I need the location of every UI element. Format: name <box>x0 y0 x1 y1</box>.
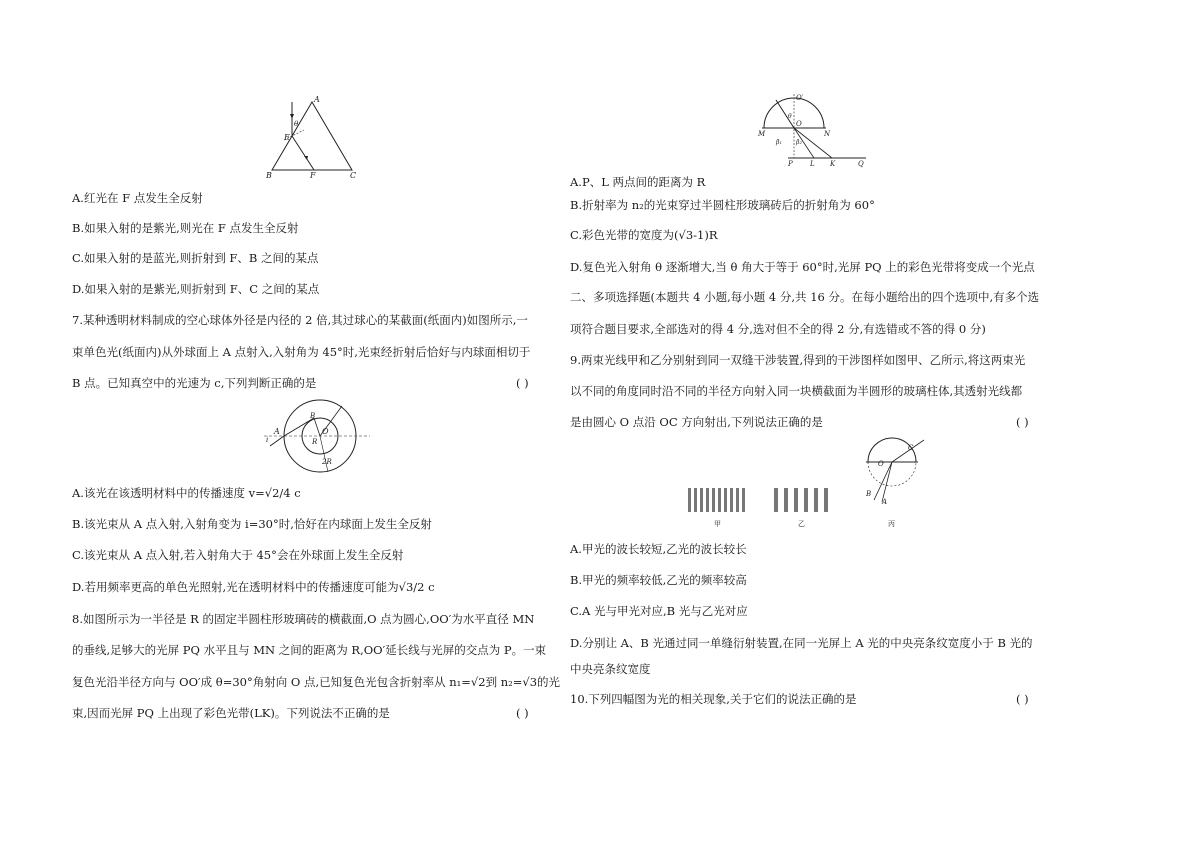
caption-yi: 乙 <box>798 520 805 528</box>
q10-answer-paren: ( ) <box>1016 692 1029 706</box>
label-Q: Q <box>858 160 864 168</box>
q9-stem-line-2: 以不同的角度同时沿不同的半径方向射入同一块横截面为半圆形的玻璃柱体,其透射光线都 <box>570 384 1023 398</box>
label-B: B <box>266 171 272 180</box>
q6-option-d: D.如果入射的是紫光,则折射到 F、C 之间的某点 <box>72 282 320 296</box>
q8-answer-paren: ( ) <box>516 706 529 720</box>
label-O: O <box>878 460 884 468</box>
fringe-pattern-jia <box>688 488 745 512</box>
q7-option-a: A.该光在该透明材料中的传播速度 v=√2/4 c <box>72 486 301 500</box>
q7-option-d: D.若用频率更高的单色光照射,光在透明材料中的传播速度可能为√3/2 c <box>72 580 435 594</box>
q7-stem-line-3: B 点。已知真空中的光速为 c,下列判断正确的是 <box>72 376 317 390</box>
semicircle-glass-figure <box>754 90 874 168</box>
q6-option-a: A.红光在 F 点发生全反射 <box>72 191 203 205</box>
label-P: P <box>788 160 793 168</box>
q8-option-b: B.折射率为 n₂的光束穿过半圆柱形玻璃砖后的折射角为 60° <box>570 198 875 212</box>
label-L: L <box>810 160 815 168</box>
q6-option-b: B.如果入射的是紫光,则光在 F 点发生全反射 <box>72 221 299 235</box>
label-i: i <box>266 436 269 444</box>
q9-option-b: B.甲光的频率较低,乙光的频率较高 <box>570 573 747 587</box>
label-beta1: β₁ <box>776 139 782 146</box>
label-B: B <box>310 412 316 420</box>
q9-option-d-line-2: 中央亮条纹宽度 <box>570 662 651 676</box>
q9-answer-paren: ( ) <box>1016 415 1029 429</box>
q9-option-d-line-1: D.分别让 A、B 光通过同一单缝衍射装置,在同一光屏上 A 光的中央亮条纹宽度小于 B 光的 <box>570 636 1033 650</box>
q9-stem-line-3: 是由圆心 O 点沿 OC 方向射出,下列说法正确的是 <box>570 415 823 429</box>
q8-option-a: A.P、L 两点间的距离为 R <box>570 175 706 189</box>
semicircle-glass-bing <box>865 438 924 506</box>
q9-option-c: C.A 光与甲光对应,B 光与乙光对应 <box>570 604 748 618</box>
section2-header-line-2: 项符合题目要求,全部选对的得 4 分,选对但不全的得 2 分,有选错或不答的得 0 分) <box>570 322 986 336</box>
q9-stem-line-1: 9.两束光线甲和乙分别射到同一双缝干涉装置,得到的干涉图样如图甲、乙所示,将这两束光 <box>570 353 1026 367</box>
label-O: O <box>322 427 329 436</box>
q8-stem-line-1: 8.如图所示为一半径是 R 的固定半圆柱形玻璃砖的横截面,O 点为圆心,OO′为水平直径 MN <box>72 612 535 626</box>
interference-fringes-figure <box>680 436 940 532</box>
label-M: M <box>758 130 766 138</box>
label-beta2: β₂ <box>796 139 802 146</box>
label-theta: θ <box>294 120 299 128</box>
label-A: A <box>882 498 888 506</box>
fringe-pattern-yi <box>774 488 828 512</box>
label-C: C <box>908 444 914 452</box>
label-theta: θ <box>788 113 792 120</box>
label-A: A <box>274 427 280 436</box>
label-2R: 2R <box>322 458 332 466</box>
label-R: R <box>312 438 318 446</box>
q7-stem-line-1: 7.某种透明材料制成的空心球体外径是内径的 2 倍,其过球心的某截面(纸面内)如图所示,一 <box>72 313 528 327</box>
label-E: E <box>284 133 290 142</box>
q8-stem-line-2: 的垂线,足够大的光屏 PQ 水平且与 MN 之间的距离为 R,OO′延长线与光屏的交点为 P。一束 <box>72 643 547 657</box>
q7-option-b: B.该光束从 A 点入射,入射角变为 i=30°时,恰好在内球面上发生全反射 <box>72 517 432 531</box>
caption-jia: 甲 <box>714 520 721 528</box>
label-F: F <box>310 171 316 180</box>
label-C: C <box>350 171 357 180</box>
hollow-sphere-figure <box>262 398 372 476</box>
q7-answer-paren: ( ) <box>516 376 529 390</box>
label-N: N <box>824 130 831 138</box>
caption-bing: 丙 <box>888 520 895 528</box>
label-A: A <box>314 95 320 104</box>
label-K: K <box>830 160 836 168</box>
label-O-prime: O′ <box>796 94 804 102</box>
q7-option-c: C.该光束从 A 点入射,若入射角大于 45°会在外球面上发生全反射 <box>72 548 404 562</box>
q8-option-c: C.彩色光带的宽度为(√3-1)R <box>570 228 718 242</box>
q7-stem-line-2: 束单色光(纸面内)从外球面上 A 点射入,入射角为 45°时,光束经折射后恰好与内球面相切于 <box>72 345 531 359</box>
label-O: O <box>796 120 802 128</box>
q8-stem-line-3: 复色光沿半径方向与 OO′成 θ=30°角射向 O 点,已知复色光包含折射率从 n₁=√2到 n₂=√3的光 <box>72 675 561 689</box>
q6-option-c: C.如果入射的是蓝光,则折射到 F、B 之间的某点 <box>72 251 319 265</box>
q10-stem: 10.下列四幅图为光的相关现象,关于它们的说法正确的是 <box>570 692 857 706</box>
q8-stem-line-4: 束,因而光屏 PQ 上出现了彩色光带(LK)。下列说法不正确的是 <box>72 706 390 720</box>
label-B: B <box>866 490 872 498</box>
triangle-prism-figure <box>262 94 362 180</box>
q8-option-d: D.复色光入射角 θ 逐渐增大,当 θ 角大于等于 60°时,光屏 PQ 上的彩色光带将变成一个光点 <box>570 260 1035 274</box>
q9-option-a: A.甲光的波长较短,乙光的波长较长 <box>570 542 747 556</box>
section2-header-line-1: 二、多项选择题(本题共 4 小题,每小题 4 分,共 16 分。在每小题给出的四个选项中,有多个选 <box>570 290 1040 304</box>
